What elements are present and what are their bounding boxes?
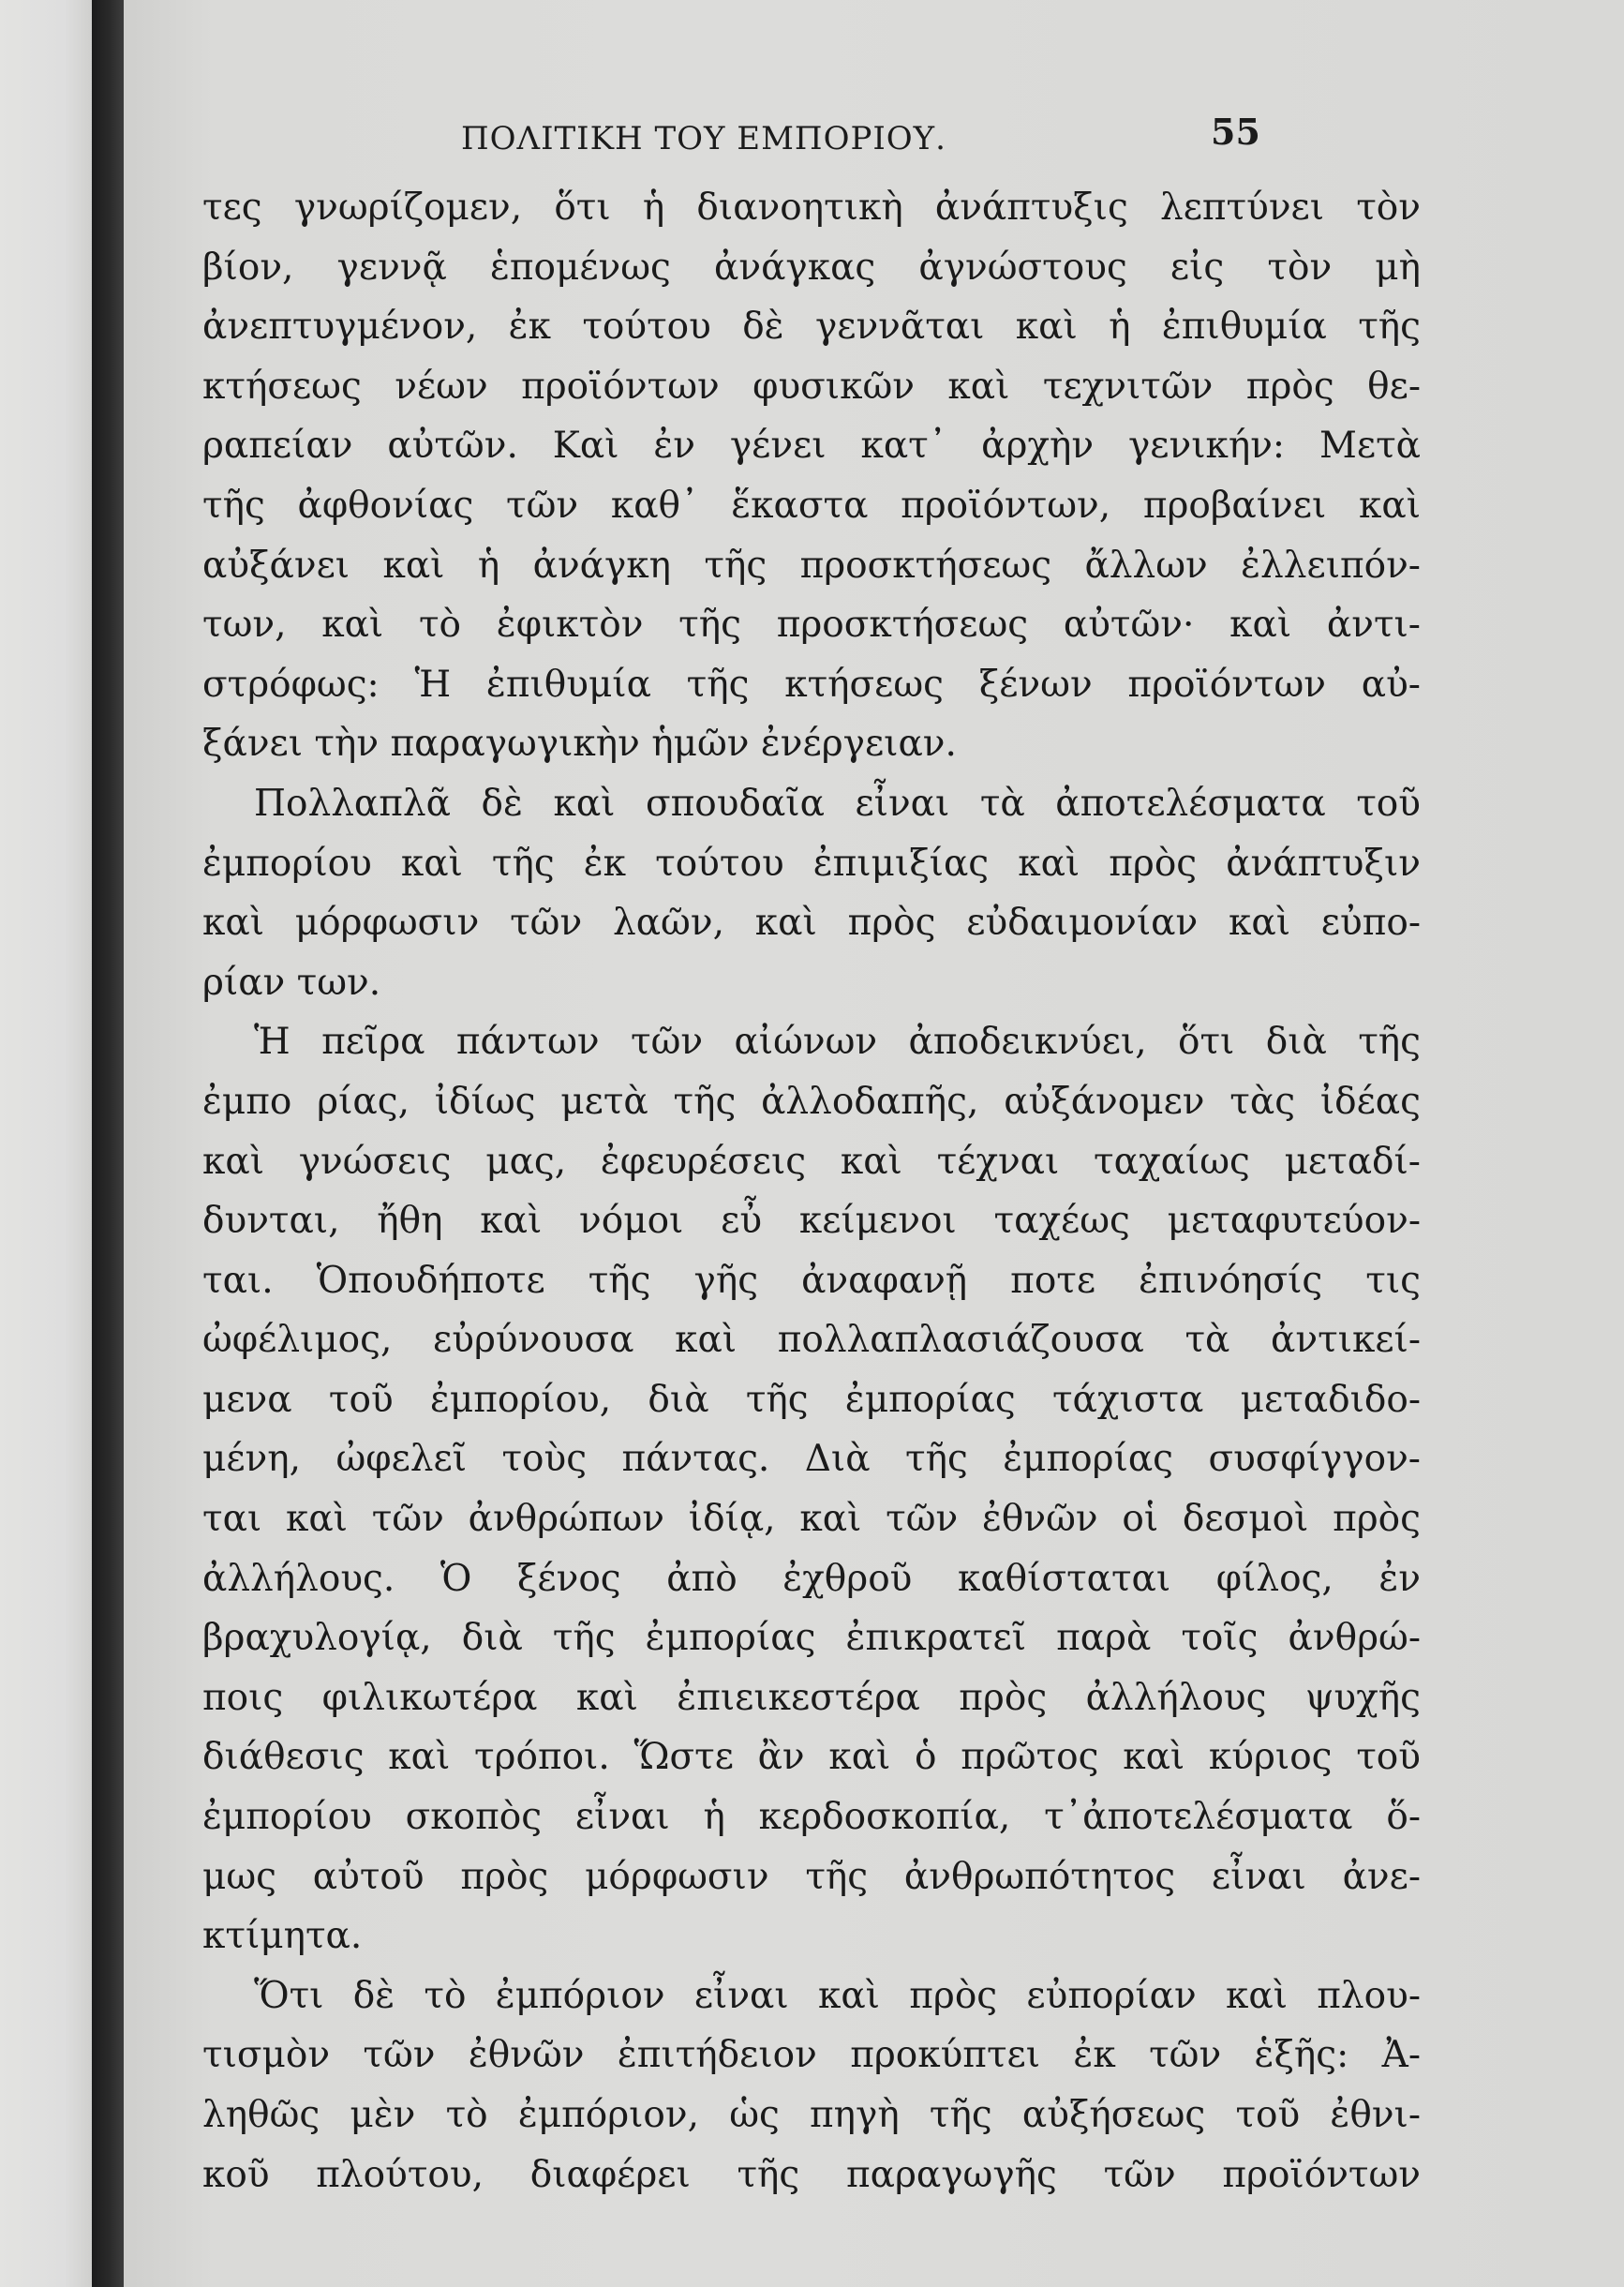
text-line: ἐμπορίου σκοπὸς εἶναι ἡ κερδοσκοπία, τ᾽ἀποτελέσματα ὅ- <box>202 1796 1421 1839</box>
text-line: μενα τοῦ ἐμπορίου, διὰ τῆς ἐμπορίας τάχιστα μεταδιδο- <box>202 1378 1421 1421</box>
text-line: μένη, ὠφελεῖ τοὺς πάντας. Διὰ τῆς ἐμπορίας συσφίγγον- <box>202 1438 1421 1481</box>
page-number: 55 <box>1211 111 1260 153</box>
text-line: τες γνωρίζομεν, ὅτι ἡ διανοητικὴ ἀνάπτυξις λεπτύνει τὸν <box>202 187 1421 229</box>
text-line: μως αὐτοῦ πρὸς μόρφωσιν τῆς ἀνθρωπότητος εἶναι ἀνε- <box>202 1855 1421 1898</box>
text-line: ὠφέλιμος, εὐρύνουσα καὶ πολλαπλασιάζουσα τὰ ἀντικεί- <box>202 1319 1421 1362</box>
text-line: καὶ γνώσεις μας, ἐφευρέσεις καὶ τέχναι ταχαίως μεταδί- <box>202 1140 1421 1183</box>
text-line: ληθῶς μὲν τὸ ἐμπόριον, ὡς πηγὴ τῆς αὐξήσεως τοῦ ἐθνι- <box>202 2094 1421 2136</box>
text-line: ἀνεπτυγμένον, ἐκ τούτου δὲ γεννᾶται καὶ ἡ ἐπιθυμία τῆς <box>202 306 1421 349</box>
text-line: ρίαν των. <box>202 961 381 1004</box>
text-line: δυνται, ἤθη καὶ νόμοι εὖ κείμενοι ταχέως μεταφυτεύον- <box>202 1200 1421 1243</box>
page-header <box>124 111 1624 167</box>
text-line: ξάνει τὴν παραγωγικὴν ἡμῶν ἐνέργειαν. <box>202 723 957 766</box>
text-line: διάθεσις καὶ τρόποι. Ὥστε ἂν καὶ ὁ πρῶτος καὶ κύριος τοῦ <box>202 1736 1421 1779</box>
text-line: κτήσεως νέων προϊόντων φυσικῶν καὶ τεχνιτῶν πρὸς θε- <box>202 365 1421 408</box>
text-line: ται καὶ τῶν ἀνθρώπων ἰδίᾳ, καὶ τῶν ἐθνῶν οἱ δεσμοὶ πρὸς <box>202 1498 1421 1541</box>
text-line: ἀλλήλους. Ὁ ξένος ἀπὸ ἐχθροῦ καθίσταται φίλος, ἐν <box>202 1557 1421 1600</box>
text-line: των, καὶ τὸ ἐφικτὸν τῆς προσκτήσεως αὐτῶν· καὶ ἀντι- <box>202 604 1421 647</box>
paragraph-start-line: Ἡ πεῖρα πάντων τῶν αἰώνων ἀποδεικνύει, ὅτι διὰ τῆς <box>254 1021 1421 1064</box>
text-line: ἐμπο ρίας, ἰδίως μετὰ τῆς ἀλλοδαπῆς, αὐξάνομεν τὰς ἰδέας <box>202 1080 1421 1123</box>
text-line: κτίμητα. <box>202 1915 363 1958</box>
paragraph-start-line: Πολλαπλᾶ δὲ καὶ σπουδαῖα εἶναι τὰ ἀποτελέσματα τοῦ <box>254 782 1421 825</box>
text-line: κοῦ πλούτου, διαφέρει τῆς παραγωγῆς τῶν προϊόντων <box>202 2153 1421 2196</box>
text-line: ραπείαν αὐτῶν. Καὶ ἐν γένει κατ᾽ ἀρχὴν γενικήν: Μετὰ <box>202 425 1421 468</box>
running-title: ΠΟΛΙΤΙΚΗ ΤΟΥ ΕΜΠΟΡΙΟΥ. <box>461 120 946 157</box>
body-text <box>202 178 1421 2205</box>
text-line: ται. Ὁπουδήποτε τῆς γῆς ἀναφανῇ ποτε ἐπινόησίς τις <box>202 1259 1421 1302</box>
paragraph-start-line: Ὅτι δὲ τὸ ἐμπόριον εἶναι καὶ πρὸς εὐπορίαν καὶ πλου- <box>254 1974 1421 2017</box>
text-line: ἐμπορίου καὶ τῆς ἐκ τούτου ἐπιμιξίας καὶ πρὸς ἀνάπτυξιν <box>202 842 1421 885</box>
text-line: ποις φιλικωτέρα καὶ ἐπιεικεστέρα πρὸς ἀλλήλους ψυχῆς <box>202 1676 1421 1719</box>
text-line: βίον, γεννᾷ ἑπομένως ἀνάγκας ἀγνώστους εἰς τὸν μὴ <box>202 246 1421 289</box>
text-line: αὐξάνει καὶ ἡ ἀνάγκη τῆς προσκτήσεως ἄλλων ἐλλειπόν- <box>202 544 1421 587</box>
text-line: στρόφως: Ἡ ἐπιθυμία τῆς κτήσεως ξένων προϊόντων αὐ- <box>202 663 1421 706</box>
left-margin <box>0 0 92 2287</box>
book-spine-edge <box>92 0 124 2287</box>
book-page <box>124 0 1624 2287</box>
text-line: τισμὸν τῶν ἐθνῶν ἐπιτήδειον προκύπτει ἐκ τῶν ἑξῆς: Ἀ- <box>202 2034 1421 2077</box>
text-line: βραχυλογίᾳ, διὰ τῆς ἐμπορίας ἐπικρατεῖ παρὰ τοῖς ἀνθρώ- <box>202 1617 1421 1660</box>
text-line: τῆς ἀφθονίας τῶν καθ᾽ ἕκαστα προϊόντων, προβαίνει καὶ <box>202 484 1421 527</box>
text-line: καὶ μόρφωσιν τῶν λαῶν, καὶ πρὸς εὐδαιμονίαν καὶ εὐπο- <box>202 902 1421 945</box>
